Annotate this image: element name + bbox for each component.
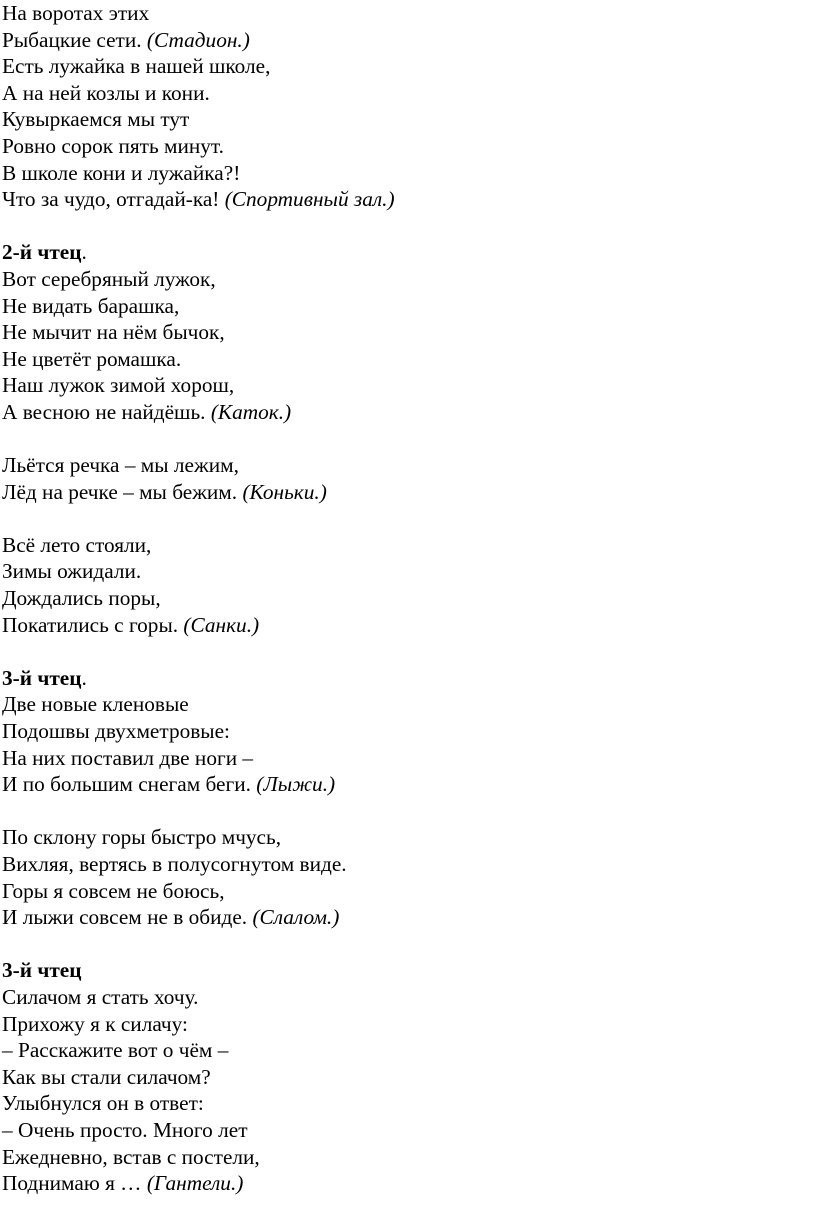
riddle-answer: (Каток.) [210, 399, 292, 424]
riddle-answer: (Гантели.) [146, 1171, 244, 1196]
verse-line: Лёд на речке – мы бежим. (Коньки.) [2, 479, 327, 504]
verse-line: Поднимаю я … (Гантели.) [2, 1171, 244, 1196]
speaker-label: 3-й чтец [2, 958, 82, 983]
verse-line: Что за чудо, отгадай-ка! (Спортивный зал.) [2, 187, 395, 212]
verse-line: А на ней козлы и кони. [2, 80, 210, 105]
speaker-heading [2, 957, 814, 984]
riddle-block [2, 239, 814, 425]
verse-line: Покатились с горы. (Санки.) [2, 612, 260, 637]
verse-line: Горы я совсем не боюсь, [2, 878, 225, 903]
verse-line: – Расскажите вот о чём – [2, 1038, 229, 1063]
riddle-answer: (Спортивный зал.) [224, 187, 395, 212]
verse-line: Дождались поры, [2, 586, 161, 611]
riddle-answer: (Лыжи.) [256, 772, 336, 797]
verse-line: На воротах этих [2, 1, 150, 25]
speaker-label: 2-й чтец [2, 240, 82, 265]
verse-line: Ежедневно, встав с постели, [2, 1144, 260, 1169]
riddle-block [2, 824, 814, 930]
verse-line: Наш лужок зимой хорош, [2, 373, 235, 398]
verse-line: Всё лето стояли, [2, 532, 152, 557]
speaker-label: 3-й чтец [2, 665, 82, 690]
verse-line: – Очень просто. Много лет [2, 1117, 248, 1142]
stanza-gap [2, 426, 814, 453]
verse-line: И по большим снегам беги. (Лыжи.) [2, 772, 336, 797]
speaker-heading: 3-й чтец. [2, 665, 87, 690]
verse-line: На них поставил две ноги – [2, 745, 254, 770]
speaker-heading: 2-й чтец. [2, 240, 87, 265]
verse-line: И лыжи совсем не в обиде. (Слалом.) [2, 905, 340, 930]
verse-line: Две новые кленовые [2, 692, 189, 717]
verse-line: Прихожу я к силачу: [2, 1011, 188, 1036]
riddle-answer: (Слалом.) [252, 905, 340, 930]
verse-line: Не мычит на нём бычок, [2, 320, 225, 345]
verse-line: Не видать барашка, [2, 293, 180, 318]
stanza-gap [2, 931, 814, 958]
verse-line: Рыбацкие сети. (Стадион.) [2, 27, 250, 52]
riddle-answer: (Санки.) [183, 612, 260, 637]
verse-line: Не цветёт ромашка. [2, 346, 182, 371]
riddle-block [2, 452, 814, 505]
stanza-gap [2, 505, 814, 532]
verse-line: Подошвы двухметровые: [2, 719, 230, 744]
verse-line: Зимы ожидали. [2, 559, 142, 584]
verse-line: А весною не найдёшь. (Каток.) [2, 399, 292, 424]
verse-line: Ровно сорок пять минут. [2, 133, 224, 158]
verse-line: Как вы стали силачом? [2, 1064, 211, 1089]
verse-line: Вихляя, вертясь в полусогнутом виде. [2, 852, 347, 876]
riddle-answer: (Стадион.) [146, 27, 250, 52]
stanza-gap [2, 798, 814, 825]
riddle-block [2, 665, 814, 798]
verse-line: Льётся речка – мы лежим, [2, 453, 239, 478]
verse-line: Улыбнулся он в ответ: [2, 1091, 204, 1116]
verse-line: Есть лужайка в нашей школе, [2, 54, 271, 79]
riddle-answer: (Коньки.) [242, 479, 327, 504]
verse-line: По склону горы быстро мчусь, [2, 825, 282, 850]
riddle-block [2, 532, 814, 638]
stanza-gap [2, 638, 814, 665]
document-page [2, 0, 814, 1197]
verse-line: Вот серебряный лужок, [2, 266, 216, 291]
riddle-block [2, 957, 814, 1196]
riddle-block [2, 0, 814, 213]
verse-line: В школе кони и лужайка?! [2, 160, 241, 185]
verse-line: Кувыркаемся мы тут [2, 107, 190, 132]
verse-line: Силачом я стать хочу. [2, 984, 199, 1009]
stanza-gap [2, 213, 814, 240]
